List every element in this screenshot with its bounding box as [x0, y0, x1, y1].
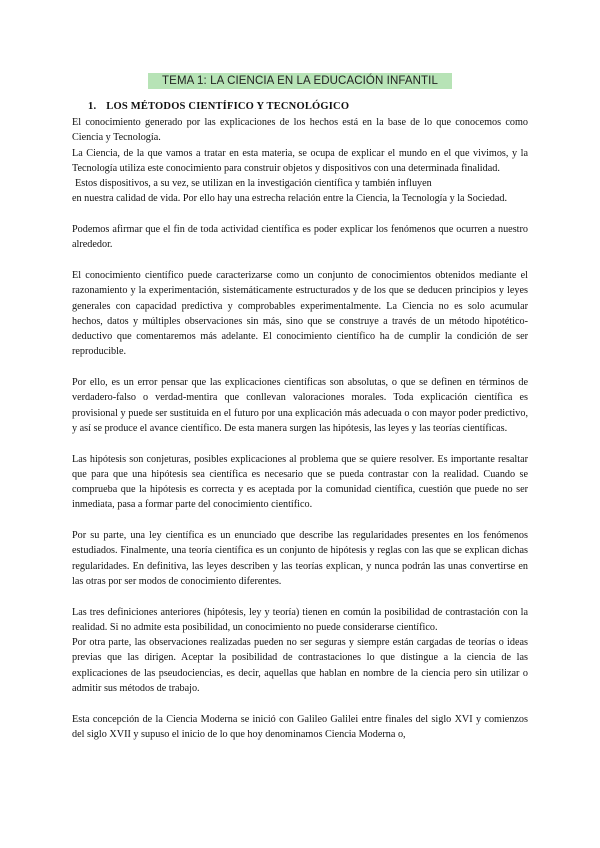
paragraph: Por su parte, una ley científica es un enunciado que describe las regularidades presentes en los fenómenos estudiados. Finalmente, una teoría científica es un conjunto de hipótesis y reglas con las que se explican dichas regularidades. En definitiva, las leyes describen y las teorías explican, y nunca podrán las unas convertirse en las otras por ser modos de conocimiento diferentes. — [72, 530, 528, 587]
paragraph: El conocimiento generado por las explicaciones de los hechos está en la base de lo que conocemos como Ciencia y Tecnología. — [72, 117, 528, 144]
title-container — [0, 71, 600, 89]
paragraph: La Ciencia, de la que vamos a tratar en esta materia, se ocupa de explicar el mundo en el que vivimos, y la Tecnología utiliza este conocimiento para construir objetos y dispositivos con una determinada finalidad. — [72, 147, 528, 174]
paragraph: en nuestra calidad de vida. Por ello hay una estrecha relación entre la Ciencia, la Tecnología y la Sociedad. — [72, 193, 508, 205]
page-title: TEMA 1: LA CIENCIA EN LA EDUCACIÓN INFANTIL — [148, 73, 452, 89]
paragraph: Podemos afirmar que el fin de toda actividad científica es poder explicar los fenómenos que ocurren a nuestro alrededor. — [72, 224, 528, 251]
paragraph: Las tres definiciones anteriores (hipótesis, ley y teoría) tienen en común la posibilidad de contrastación con la realidad. Si no admite esta posibilidad, un conocimiento no puede considerarse científico. — [72, 606, 528, 633]
paragraph: Esta concepción de la Ciencia Moderna se inició con Galileo Galilei entre finales del siglo XVI y comienzos del siglo XVII y supuso el inicio de lo que hoy denominamos Ciencia Moderna o, — [72, 713, 528, 740]
paragraph: Estos dispositivos, a su vez, se utilizan en la investigación científica y también influyen — [75, 178, 432, 190]
paragraph: Por ello, es un error pensar que las explicaciones científicas son absolutas, o que se definen en términos de verdadero-falso o verdad-mentira que conllevan valoraciones morales. Toda explicación científica es provisional y puede ser sustituida en el futuro por una explicación más adecuada o con mayor poder predictivo, y así se produce el avance científico. De esta manera surgen las hipótesis, las leyes y las teorías científicas. — [72, 377, 528, 434]
body-text — [72, 115, 528, 742]
section-number: 1. — [88, 101, 97, 112]
section-heading — [88, 101, 349, 112]
paragraph: Las hipótesis son conjeturas, posibles explicaciones al problema que se quiere resolver. Es importante resaltar que para que una hipótesis sea científica es necesario que se pueda contrastar con la realidad. Cuando se comprueba que la hipótesis es correcta y es aceptada por la comunidad científica, cuestión que puede no ser inmediata, pasa a formar parte del conocimiento científico. — [72, 453, 528, 511]
paragraph: El conocimiento científico puede caracterizarse como un conjunto de conocimientos obtenidos mediante el razonamiento y la experimentación, sistemáticamente estructurados y de los que se deducen principios y leyes generales con capacidad predictiva y comprobables experimentalmente. La Ciencia no es solo acumular hechos, datos y múltiples observaciones sin más, sino que se construye a través de un método hipotético-deductivo que comentaremos más adelante. El conocimiento científico ha de cumplir la condición de ser reproducible. — [72, 269, 528, 358]
paragraph: Por otra parte, las observaciones realizadas pueden no ser seguras y siempre están cargadas de teorías o ideas previas que las dirigen. Aceptar la posibilidad de contrastaciones lo que distingue a la ciencia de las explicaciones de las pseudociencias, es decir, aquellas que hablan en nombre de la ciencia pero sin utilizar o admitir sus métodos de trabajo. — [72, 637, 528, 694]
section-heading-text: LOS MÉTODOS CIENTÍFICO Y TECNOLÓGICO — [106, 101, 350, 112]
